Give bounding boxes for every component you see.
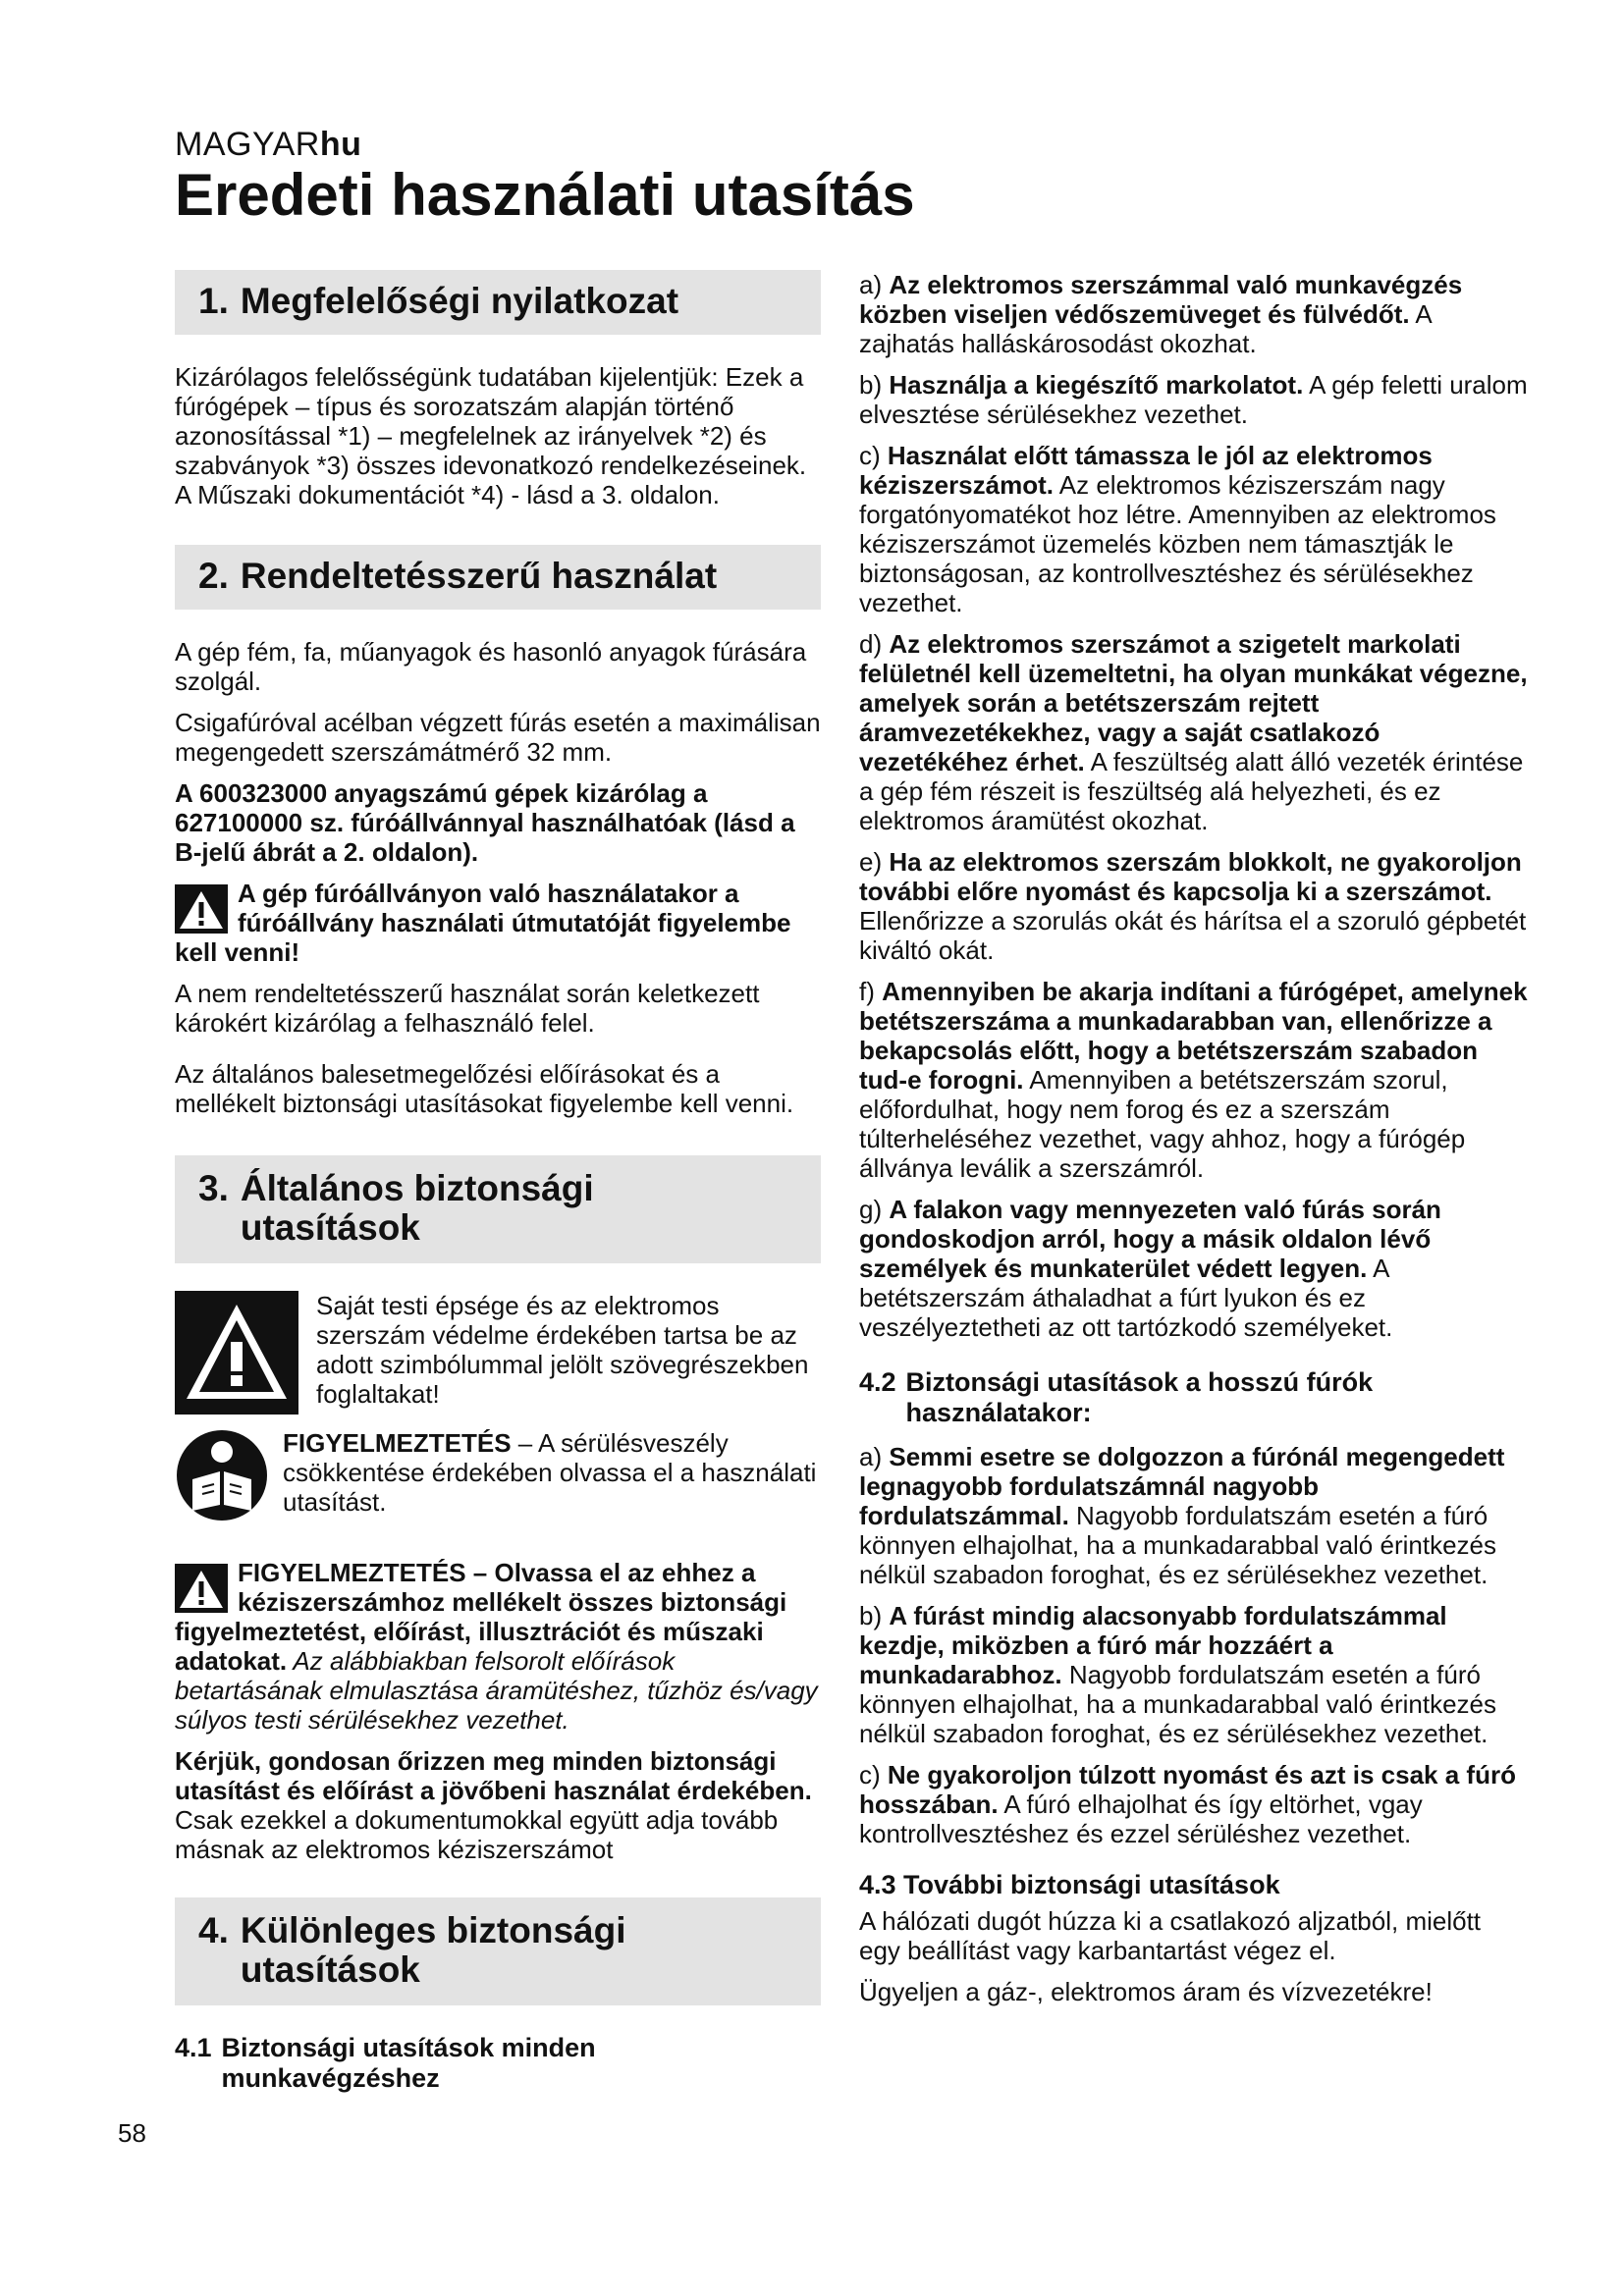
intended-use-text: A gép fém, fa, műanyagok és hasonló anyagok fúrására szolgál. xyxy=(175,637,807,696)
safety-item xyxy=(859,1601,1529,1748)
item-prefix: c) xyxy=(859,1760,881,1789)
item-bold-text: Semmi esetre se dolgozzon a fúrónál megengedett legnagyobb fordulatszámnál nagyobb fordulatszámmal. xyxy=(859,1442,1505,1530)
item-prefix: f) xyxy=(859,977,875,1006)
unplug-text: A hálózati dugót húzza ki a csatlakozó aljzatból, mielőtt egy beállítást vagy karbantartást végez el. xyxy=(859,1906,1482,1965)
read-manual-icon xyxy=(175,1428,269,1522)
general-warning: FIGYELMEZTETÉS – Olvassa el az ehhez a kéziszerszámhoz mellékelt összes biztonsági figyelmeztetést, előírást, illusztrációt és műszaki adatokat. Az alábbiakban felsorolt előírások betartásának elmulasztása áramütéshez, tűzhöz és/vagy súlyos testi sérülésekhez vezethet. xyxy=(175,1558,818,1735)
keep-instructions-text: Kérjük, gondosan őrizzen meg minden biztonsági utasítást és előírást a jövőbeni használat érdekében. xyxy=(175,1746,812,1805)
section-4-heading: 4. Különleges biztonsági utasítások xyxy=(175,1897,821,2005)
item-prefix: a) xyxy=(859,1442,883,1471)
item-text: A fúró elhajolhat és így eltörhet, vgay kontrollvesztéshez és ezzel sérüléshez vezethet. xyxy=(859,1789,1423,1848)
safety-item xyxy=(859,1195,1529,1342)
item-bold-text: Ne gyakoroljon túlzott nyomást és azt is csak a fúró hosszában. xyxy=(859,1760,1516,1819)
section-1-heading: 1. Megfelelőségi nyilatkozat xyxy=(175,270,821,335)
item-prefix: a) xyxy=(859,270,883,299)
left-column xyxy=(175,270,821,2108)
page-title: Eredeti használati utasítás xyxy=(175,162,915,228)
stand-only-text: A 600323000 anyagszámú gépek kizárólag a 627100000 sz. fúróállvánnyal használhatóak (lásd a B-jelű ábrát a 2. oldalon). xyxy=(175,778,795,867)
safety-item xyxy=(859,1760,1529,1848)
item-bold-text: Használja a kiegészítő markolatot. xyxy=(889,370,1304,400)
stand-warning: A gép fúróállványon való használatakor a fúróállvány használati útmutatóját figyelembe kell venni! xyxy=(175,879,791,967)
item-text: A betétszerszám áthaladhat a fúrt lyukon és ez veszélyeztetheti az ott tartózkodó személyeket. xyxy=(859,1254,1393,1342)
symbol-explanation xyxy=(175,1291,821,1415)
read-manual-text: FIGYELMEZTETÉS – A sérülésveszély csökkentése érdekében olvassa el a használati utasítást. xyxy=(283,1428,817,1517)
declaration-text: Kizárólagos felelősségünk tudatában kijelentjük: Ezek a fúrógépek – típus és sorozatszám alapján történő azonosítással *1) – megfelelnek az irányelvek *2) és szabványok *3) összes idevonatkozó rendelkezéseinek. A Műszaki dokumentációt *4) - lásd a 3. oldalon. xyxy=(175,362,807,509)
item-text: A gép feletti uralom elvesztése sérülésekhez vezethet. xyxy=(859,370,1528,429)
item-text: Ellenőrizze a szorulás okát és hárítsa el a szoruló gépbetét kiváltó okát. xyxy=(859,906,1527,965)
item-bold-text: Használat előtt támassza le jól az elektromos kéziszerszámot. xyxy=(859,441,1433,500)
safety-item xyxy=(859,847,1529,965)
item-prefix: d) xyxy=(859,629,883,659)
safety-item xyxy=(859,977,1529,1183)
safety-item xyxy=(859,270,1529,358)
subsection-4-2-heading: 4.2 Biztonsági utasítások a hosszú fúrók használatakor: xyxy=(859,1367,1374,1427)
item-bold-text: Az elektromos szerszámmal való munkavégzés közben viseljen védőszemüveget és fülvédőt. xyxy=(859,270,1463,329)
accident-prevention-text: Az általános balesetmegelőzési előírásokat és a mellékelt biztonsági utasításokat figyelembe kell venni. xyxy=(175,1059,794,1118)
item-text: Nagyobb fordulatszám esetén a fúró könnyen elhajolhat, ha a munkadarabbal való érintkezés nélkül szabadon foroghat, és ez sérülésekhez vezethet. xyxy=(859,1660,1496,1748)
symbol-explanation-text: Saját testi épsége és az elektromos szerszám védelme érdekében tartsa be az adott szimbólummal jelölt szövegrészekben foglaltakat! xyxy=(316,1291,809,1409)
safety-item xyxy=(859,370,1529,429)
item-text: A zajhatás halláskárosodást okozhat. xyxy=(859,299,1432,358)
liability-text: A nem rendeltetésszerű használat során keletkezett károkért kizárólag a felhasználó felel. xyxy=(175,979,760,1038)
warning-icon xyxy=(175,884,228,934)
section-3-heading: 3. Általános biztonsági utasítások xyxy=(175,1155,821,1263)
item-bold-text: Amennyiben be akarja indítani a fúrógépet, amelynek betétszerszáma a munkadarabban van, ellenőrizze a bekapcsolás előtt, hogy a betétszerszám szabadon tud-e forogni. xyxy=(859,977,1528,1095)
warning-icon xyxy=(175,1564,228,1613)
item-bold-text: Az elektromos szerszámot a szigetelt markolati felületnél kell üzemeltetni, ha olyan munkákat végezne, amelyek során a betétszerszám rejtett áramvezetékekhez, vagy a saját csatlakozó vezetékéhez érhet. xyxy=(859,629,1528,776)
large-warning-icon xyxy=(175,1291,298,1415)
safety-item xyxy=(859,629,1529,835)
subsection-4-3-heading: 4.3 További biztonsági utasítások xyxy=(859,1870,1280,1899)
subsection-4-1-heading: 4.1 Biztonsági utasítások minden munkavégzéshez xyxy=(175,2033,596,2093)
item-prefix: g) xyxy=(859,1195,883,1224)
item-bold-text: A fúrást mindig alacsonyabb fordulatszámmal kezdje, miközben a fúró már hozzáért a munkadarabhoz. xyxy=(859,1601,1447,1689)
pass-on-text: Csak ezekkel a dokumentumokkal együtt adja tovább másnak az elektromos kéziszerszámot xyxy=(175,1805,779,1864)
page-number: 58 xyxy=(118,2118,146,2148)
item-text: Az elektromos kéziszerszám nagy forgatónyomatékot hoz létre. Amennyiben az elektromos kéziszerszámot üzemelés közben nem támasztják le biztonságosan, az kontrollvesztéshez és sérülésekhez vezethet. xyxy=(859,470,1496,617)
item-bold-text: Ha az elektromos szerszám blokkolt, ne gyakoroljon további előre nyomást és kapcsolja ki a szerszámot. xyxy=(859,847,1522,906)
language-label: MAGYARhu xyxy=(175,126,362,163)
safety-item xyxy=(859,441,1529,617)
item-prefix: e) xyxy=(859,847,883,877)
item-prefix: b) xyxy=(859,1601,883,1630)
item-text: Amennyiben a betétszerszám szorul, előfordulhat, hogy nem forog és ez a szerszám túlterheléséhez vezethet, vagy ahhoz, hogy a fúrógép állványa leválik a szerszámról. xyxy=(859,1065,1466,1183)
read-manual-note xyxy=(175,1428,821,1522)
item-bold-text: A falakon vagy mennyezeten való fúrás során gondoskodjon arról, hogy a másik oldalon lévő személyek és munkaterület védett legyen. xyxy=(859,1195,1441,1283)
right-column xyxy=(859,270,1529,2018)
section-2-heading: 2. Rendeltetésszerű használat xyxy=(175,545,821,610)
safety-item xyxy=(859,1442,1529,1589)
safety-items-4-2 xyxy=(859,1442,1529,1848)
item-text: Nagyobb fordulatszám esetén a fúró könnyen elhajolhat, ha a munkadarabbal való érintkezés nélkül szabadon foroghat, és ez sérülésekhez vezethet. xyxy=(859,1501,1496,1589)
utility-lines-text: Ügyeljen a gáz-, elektromos áram és vízvezetékre! xyxy=(859,1977,1433,2006)
item-prefix: c) xyxy=(859,441,881,470)
item-text: A feszültség alatt álló vezeték érintése a gép fém részeit is feszültség alá helyezheti, és ez elektromos áramütést okozhat. xyxy=(859,747,1524,835)
safety-items-4-1 xyxy=(859,270,1529,1342)
page-header xyxy=(175,126,915,226)
drill-diameter-text: Csigafúróval acélban végzett fúrás esetén a maximálisan megengedett szerszámátmérő 32 mm. xyxy=(175,708,821,767)
item-prefix: b) xyxy=(859,370,883,400)
